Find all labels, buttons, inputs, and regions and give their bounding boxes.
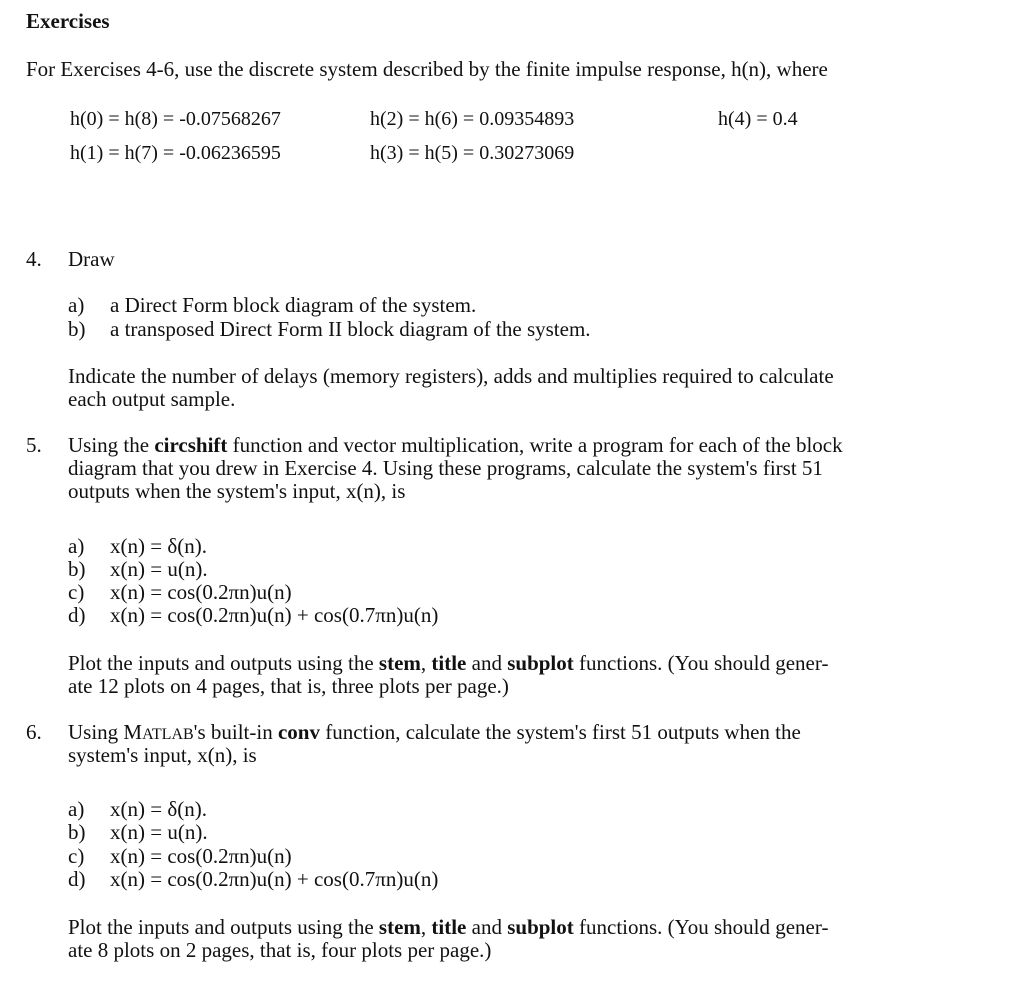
text-run: Using M [68,720,143,744]
exercise-4-item-a [68,294,476,317]
item-text: x(n) = u(n). [110,820,208,844]
item-text: x(n) = cos(0.2πn)u(n) + cos(0.7πn)u(n) [110,603,439,627]
small-caps-run: ATLAB [142,726,194,743]
coef-h4: h(4) = 0.4 [718,108,798,130]
exercise-5-item-c [68,581,292,604]
item-text: a transposed Direct Form II block diagram of the system. [110,317,591,341]
item-label: b) [68,557,86,581]
item-text: x(n) = cos(0.2πn)u(n) [110,580,292,604]
item-label: b) [68,317,86,341]
item-label: c) [68,844,85,868]
item-text: x(n) = δ(n). [110,797,207,821]
exercise-5-line2: diagram that you drew in Exercise 4. Using these programs, calculate the system's first 51 [68,456,823,480]
text-run: , [420,915,432,939]
item-text: x(n) = u(n). [110,557,208,581]
function-name: title [431,915,467,939]
coef-h3-h5: h(3) = h(5) = 0.30273069 [370,142,575,164]
item-text: x(n) = cos(0.2πn)u(n) [110,844,292,868]
function-name: stem [378,651,421,675]
exercise-5-item-d [68,604,438,627]
exercise-4-number: 4. [26,247,42,271]
function-name: stem [378,915,421,939]
item-label: a) [68,797,85,821]
exercise-6-plot-line2: ate 8 plots on 2 pages, that is, four plots per page.) [68,938,492,962]
text-run: functions. (You should gener- [573,651,829,675]
item-label: d) [68,867,86,891]
exercise-5-number: 5. [26,433,42,457]
item-label: a) [68,293,85,317]
exercise-4-note-line1: Indicate the number of delays (memory registers), adds and multiplies required to calculate [68,364,834,388]
text-run: , [420,651,432,675]
exercise-6-plot-line1 [68,916,828,939]
exercise-5-item-b [68,558,208,581]
item-text: a Direct Form block diagram of the system. [110,293,477,317]
text-run: and [466,651,508,675]
text-run: Using the [68,433,155,457]
exercise-6-item-b [68,821,208,844]
text-run: Plot the inputs and outputs using the [68,915,379,939]
exercise-6-item-c [68,845,292,868]
exercise-6-line2: system's input, x(n), is [68,743,257,767]
intro-text: For Exercises 4-6, use the discrete system described by the finite impulse response, h(n), where [26,57,828,81]
text-run: function, calculate the system's first 51 outputs when the [319,720,801,744]
text-run: Plot the inputs and outputs using the [68,651,379,675]
text-run: function and vector multiplication, write a program for each of the block [227,433,843,457]
text-run: and [466,915,508,939]
exercise-4-item-b [68,318,591,341]
exercise-6-number: 6. [26,720,42,744]
text-run: functions. (You should gener- [573,915,829,939]
text-run: 's built-in [193,720,278,744]
item-text: x(n) = δ(n). [110,534,207,558]
item-text: x(n) = cos(0.2πn)u(n) + cos(0.7πn)u(n) [110,867,439,891]
exercise-5-line1 [68,434,843,457]
coef-h1-h7: h(1) = h(7) = -0.06236595 [70,142,281,164]
function-name: subplot [507,651,574,675]
exercise-5-plot-line2: ate 12 plots on 4 pages, that is, three plots per page.) [68,674,509,698]
exercise-4-title: Draw [68,247,115,271]
coef-h2-h6: h(2) = h(6) = 0.09354893 [370,108,575,130]
item-label: d) [68,603,86,627]
exercise-5-line3: outputs when the system's input, x(n), is [68,479,406,503]
exercise-6-item-d [68,868,438,891]
item-label: b) [68,820,86,844]
function-name: conv [277,720,320,744]
exercise-5-plot-line1 [68,652,828,675]
exercise-5-item-a [68,535,207,558]
item-label: c) [68,580,85,604]
exercise-4-note-line2: each output sample. [68,387,236,411]
function-name: title [431,651,467,675]
page-title: Exercises [26,9,110,33]
function-name: subplot [507,915,574,939]
coef-h0-h8: h(0) = h(8) = -0.07568267 [70,108,281,130]
item-label: a) [68,534,85,558]
exercise-6-item-a [68,798,207,821]
function-name: circshift [154,433,228,457]
